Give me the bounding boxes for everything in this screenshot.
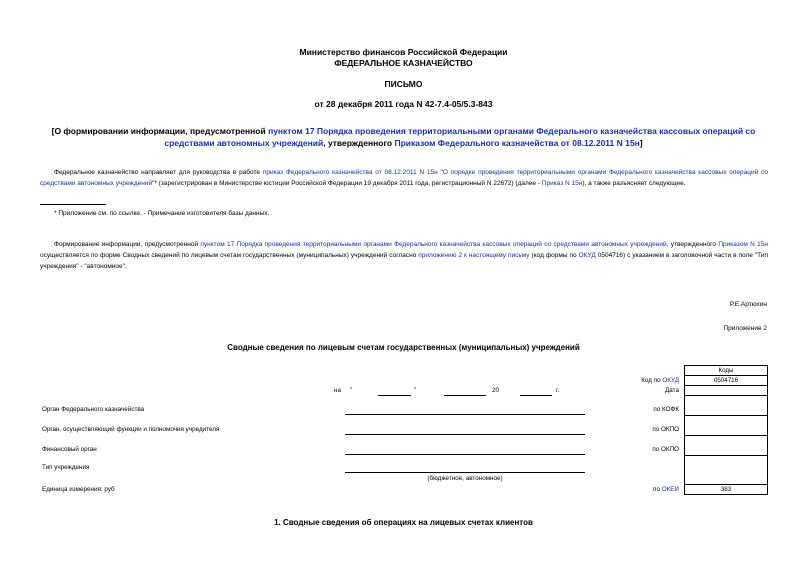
para1-text-3: "* (зарегистрирован в Министерстве юстиции Российской Федерации 19 декабря 2011 года, регистрационный N 22672) (далее - — [152, 180, 542, 187]
para2-link-order-15n[interactable]: Приказом N 15н — [718, 241, 768, 248]
para1-text-2: " — [437, 169, 443, 176]
row-line-finance-body — [345, 454, 585, 455]
date-year-suffix: г. — [556, 387, 560, 394]
date-quote-close: " — [414, 387, 417, 394]
para1-link-procedure[interactable]: О порядке проведения территориальными органами Федерального казначейства кассовых операций со средствами автономных учреждений — [40, 169, 768, 187]
row-line-founder — [345, 434, 585, 435]
footnote-divider — [40, 204, 106, 205]
para2-text-5: 0504716) с указанием в заголовочной части в поле "Тип учреждения" - "автономное". — [40, 252, 768, 270]
row-line-institution-type — [345, 472, 585, 473]
okei-label: по ОКЕИ — [653, 486, 679, 493]
okud-value: 0504716 — [684, 375, 768, 386]
signature: Р.Е.Артюхин — [729, 301, 767, 308]
title-close: ] — [639, 138, 643, 148]
paragraph-1 — [40, 167, 768, 189]
type-value-cell — [684, 455, 768, 485]
para2-text-4: (код формы по — [529, 252, 579, 259]
para2-link-okud[interactable]: ОКУД — [578, 252, 596, 259]
para1-link-order-15n[interactable]: Приказ N 15н — [541, 180, 583, 187]
date-label: Дата — [665, 387, 679, 394]
date-month-line — [444, 395, 486, 396]
row-label-founder: Орган, осуществляющий функции и полномочия учредителя — [42, 426, 220, 433]
para2-text-2: , утвержденного — [666, 241, 719, 248]
row-code-okpo-founder: по ОКПО — [652, 426, 679, 433]
row-label-finance-body: Финансовый орган — [42, 446, 97, 453]
para2-link-item17[interactable]: пунктом 17 Порядка проведения территориальными органами Федерального казначейства кассовых операций со средствами автономных учреждений — [200, 241, 667, 248]
row-line-treasury-body — [345, 414, 585, 415]
document-title — [40, 125, 767, 149]
para2-link-appendix[interactable]: приложению 2 к настоящему письму — [418, 252, 530, 259]
codes-header: Коды — [684, 365, 768, 376]
document-date-number: от 28 декабря 2011 года N 42-7.4-05/5.3-843 — [314, 99, 493, 109]
para1-link-order[interactable]: приказ Федерального казначейства от 08.12.2011 N 15н — [262, 169, 438, 176]
date-year-prefix: 20 — [492, 387, 500, 394]
appendix-label: Приложение 2 — [723, 325, 767, 332]
row-label-treasury-body: Орган Федерального казначейства — [42, 406, 145, 413]
kofk-value-cell — [684, 395, 768, 416]
title-link-order[interactable]: Приказом Федерального казначейства от 08.12.2011 N 15н — [394, 138, 640, 148]
row-code-kofk: по КОФК — [653, 406, 679, 413]
footnote: * Приложение см. по ссылке. - Примечание изготовителя базы данных. — [54, 210, 270, 217]
form-title: Сводные сведения по лицевым счетам государственных (муниципальных) учреждений — [227, 343, 580, 352]
institution-type-hint: (бюджетное, автономное) — [427, 475, 503, 482]
row-code-okpo-finance: по ОКПО — [652, 446, 679, 453]
date-quote-open: " — [350, 387, 353, 394]
title-open: [О формировании информации, предусмотренной — [51, 126, 269, 136]
para1-text-1: Федеральное казначейство направляет для руководства в работе — [54, 169, 263, 176]
paragraph-2 — [40, 239, 768, 272]
row-label-institution-type: Тип учреждения — [42, 464, 90, 471]
okei-value: 383 — [684, 484, 768, 495]
section-title: 1. Сводные сведения об операциях на лицевых счетах клиентов — [274, 518, 533, 527]
para2-text-3: осуществляется по форме Сводных сведений по лицевым счетам государственных (муниципальных) учреждений согласно — [40, 252, 419, 259]
treasury-name: ФЕДЕРАЛЬНОЕ КАЗНАЧЕЙСТВО — [334, 58, 473, 68]
document-type: ПИСЬМО — [384, 79, 423, 89]
title-mid: , утвержденного — [323, 138, 395, 148]
title-link-item17[interactable]: пунктом 17 Порядка проведения территориальными органами Федерального казначейства кассовых операций со средствами автономных учреждений — [164, 126, 756, 148]
date-year-line — [520, 395, 552, 396]
unit-label: Единица измерения: руб — [42, 486, 115, 493]
okei-link[interactable]: ОКЕИ — [661, 486, 679, 493]
para1-text-4: ), а также разъясняет следующее. — [582, 180, 686, 187]
okud-link[interactable]: ОКУД — [662, 377, 679, 384]
okpo-founder-value-cell — [684, 415, 768, 436]
date-day-line — [378, 395, 411, 396]
date-na: на — [334, 387, 341, 394]
ministry-name: Министерство финансов Российской Федерации — [299, 47, 508, 57]
para2-text-1: Формирование информации, предусмотренной — [54, 241, 201, 248]
okud-label: Код по ОКУД — [641, 377, 679, 384]
okpo-finance-value-cell — [684, 435, 768, 456]
